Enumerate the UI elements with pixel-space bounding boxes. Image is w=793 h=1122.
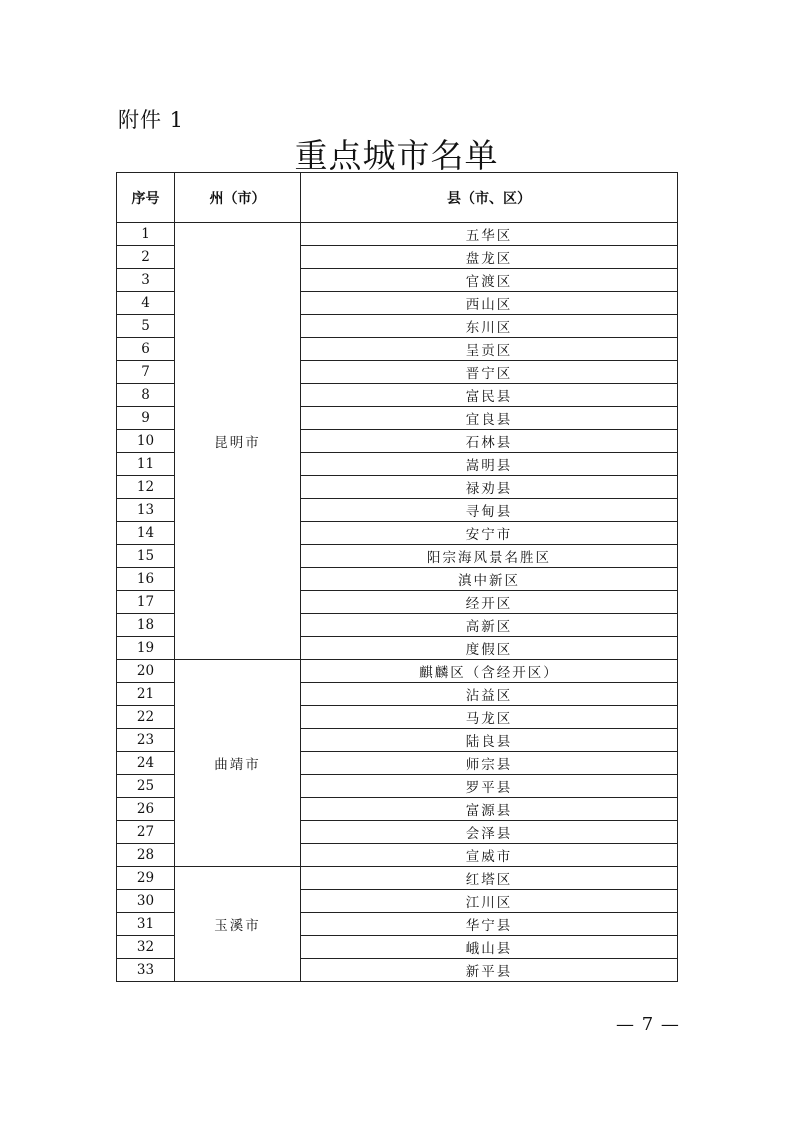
row-number: 2 <box>117 246 175 269</box>
county-cell: 嵩明县 <box>301 453 678 476</box>
row-number: 14 <box>117 522 175 545</box>
row-number: 13 <box>117 499 175 522</box>
table-row <box>117 867 678 890</box>
row-number: 26 <box>117 798 175 821</box>
row-number: 10 <box>117 430 175 453</box>
county-cell: 麒麟区（含经开区） <box>301 660 678 683</box>
county-cell: 石林县 <box>301 430 678 453</box>
city-cell: 曲靖市 <box>175 660 301 867</box>
row-number: 21 <box>117 683 175 706</box>
row-number: 23 <box>117 729 175 752</box>
county-cell: 新平县 <box>301 959 678 982</box>
column-header-no: 序号 <box>117 173 175 223</box>
table-row <box>117 660 678 683</box>
row-number: 29 <box>117 867 175 890</box>
table-body <box>117 223 678 982</box>
row-number: 6 <box>117 338 175 361</box>
row-number: 12 <box>117 476 175 499</box>
row-number: 20 <box>117 660 175 683</box>
city-cell: 玉溪市 <box>175 867 301 982</box>
county-cell: 富民县 <box>301 384 678 407</box>
row-number: 15 <box>117 545 175 568</box>
county-cell: 会泽县 <box>301 821 678 844</box>
county-cell: 阳宗海风景名胜区 <box>301 545 678 568</box>
county-cell: 晋宁区 <box>301 361 678 384</box>
row-number: 3 <box>117 269 175 292</box>
county-cell: 宣威市 <box>301 844 678 867</box>
county-cell: 官渡区 <box>301 269 678 292</box>
row-number: 7 <box>117 361 175 384</box>
row-number: 30 <box>117 890 175 913</box>
row-number: 27 <box>117 821 175 844</box>
row-number: 25 <box>117 775 175 798</box>
county-cell: 罗平县 <box>301 775 678 798</box>
county-cell: 禄劝县 <box>301 476 678 499</box>
row-number: 28 <box>117 844 175 867</box>
page-number: — 7 — <box>616 1014 680 1035</box>
county-cell: 马龙区 <box>301 706 678 729</box>
county-cell: 西山区 <box>301 292 678 315</box>
county-cell: 安宁市 <box>301 522 678 545</box>
county-cell: 红塔区 <box>301 867 678 890</box>
county-cell: 五华区 <box>301 223 678 246</box>
attachment-label: 附件 1 <box>118 108 185 132</box>
county-cell: 宜良县 <box>301 407 678 430</box>
county-cell: 峨山县 <box>301 936 678 959</box>
row-number: 31 <box>117 913 175 936</box>
row-number: 17 <box>117 591 175 614</box>
county-cell: 华宁县 <box>301 913 678 936</box>
table-header-row <box>117 173 678 223</box>
row-number: 9 <box>117 407 175 430</box>
county-cell: 师宗县 <box>301 752 678 775</box>
row-number: 24 <box>117 752 175 775</box>
city-cell: 昆明市 <box>175 223 301 660</box>
row-number: 33 <box>117 959 175 982</box>
county-cell: 盘龙区 <box>301 246 678 269</box>
county-cell: 经开区 <box>301 591 678 614</box>
county-cell: 呈贡区 <box>301 338 678 361</box>
county-cell: 滇中新区 <box>301 568 678 591</box>
county-cell: 富源县 <box>301 798 678 821</box>
county-cell: 东川区 <box>301 315 678 338</box>
row-number: 22 <box>117 706 175 729</box>
county-cell: 沾益区 <box>301 683 678 706</box>
column-header-county: 县（市、区） <box>301 173 678 223</box>
document-title: 重点城市名单 <box>294 136 499 175</box>
row-number: 5 <box>117 315 175 338</box>
row-number: 19 <box>117 637 175 660</box>
column-header-city: 州（市） <box>175 173 301 223</box>
county-cell: 陆良县 <box>301 729 678 752</box>
county-cell: 寻甸县 <box>301 499 678 522</box>
table-row <box>117 223 678 246</box>
row-number: 18 <box>117 614 175 637</box>
row-number: 16 <box>117 568 175 591</box>
row-number: 11 <box>117 453 175 476</box>
county-cell: 江川区 <box>301 890 678 913</box>
row-number: 32 <box>117 936 175 959</box>
county-cell: 高新区 <box>301 614 678 637</box>
row-number: 1 <box>117 223 175 246</box>
row-number: 4 <box>117 292 175 315</box>
county-cell: 度假区 <box>301 637 678 660</box>
city-list-table <box>116 172 678 982</box>
row-number: 8 <box>117 384 175 407</box>
